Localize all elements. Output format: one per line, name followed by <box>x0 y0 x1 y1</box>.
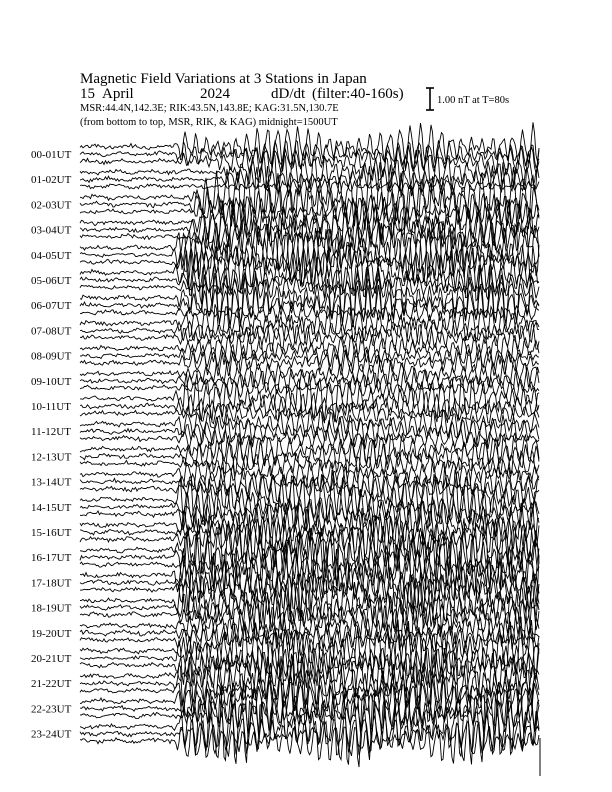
trace-row <box>31 409 539 450</box>
scale-bar <box>426 88 434 110</box>
row-label: 03-04UT <box>31 224 72 237</box>
row-label: 22-23UT <box>31 703 72 716</box>
station-coordinates: MSR:44.4N,142.3E; RIK:43.5N,143.8E; KAG:31.5N,130.7E <box>80 103 339 114</box>
date-day: 15 <box>80 86 95 102</box>
row-label: 14-15UT <box>31 501 72 514</box>
row-label: 19-20UT <box>31 627 72 640</box>
trace-row <box>31 147 539 197</box>
row-label: 05-06UT <box>31 275 72 287</box>
row-label: 09-10UT <box>31 375 72 388</box>
row-label: 17-18UT <box>31 577 72 590</box>
row-label: 13-14UT <box>31 476 72 489</box>
trace-kag <box>80 162 539 234</box>
trace-row <box>31 122 539 177</box>
row-label: 21-22UT <box>31 678 72 691</box>
row-label: 06-07UT <box>31 300 72 313</box>
row-label: 08-09UT <box>31 350 72 363</box>
component-label: dD/dt <box>271 86 306 102</box>
station-order-note: (from bottom to top, MSR, RIK, & KAG) midnight=1500UT <box>80 117 338 128</box>
scale-label: 1.00 nT at T=80s <box>437 95 510 106</box>
row-label: 10-11UT <box>31 401 71 413</box>
row-label: 20-21UT <box>31 653 72 665</box>
trace-row <box>31 535 539 617</box>
row-label: 15-16UT <box>31 527 72 539</box>
row-label: 23-24UT <box>31 728 72 741</box>
trace-row <box>31 162 539 234</box>
chart-title: Magnetic Field Variations at 3 Stations in Japan <box>80 71 367 87</box>
row-label: 12-13UT <box>31 451 72 464</box>
row-label: 04-05UT <box>31 249 72 262</box>
filter-label: (filter:40-160s) <box>312 86 404 102</box>
row-label: 00-01UT <box>31 149 72 161</box>
row-label: 16-17UT <box>31 552 72 565</box>
trace-row <box>31 268 539 328</box>
trace-rik <box>80 437 539 476</box>
row-label: 11-12UT <box>31 426 71 439</box>
row-label: 02-03UT <box>31 199 72 212</box>
row-label: 07-08UT <box>31 325 72 338</box>
date-year: 2024 <box>200 86 230 102</box>
row-label: 18-19UT <box>31 602 72 615</box>
row-label: 01-02UT <box>31 174 72 187</box>
date-month: April <box>102 86 134 102</box>
